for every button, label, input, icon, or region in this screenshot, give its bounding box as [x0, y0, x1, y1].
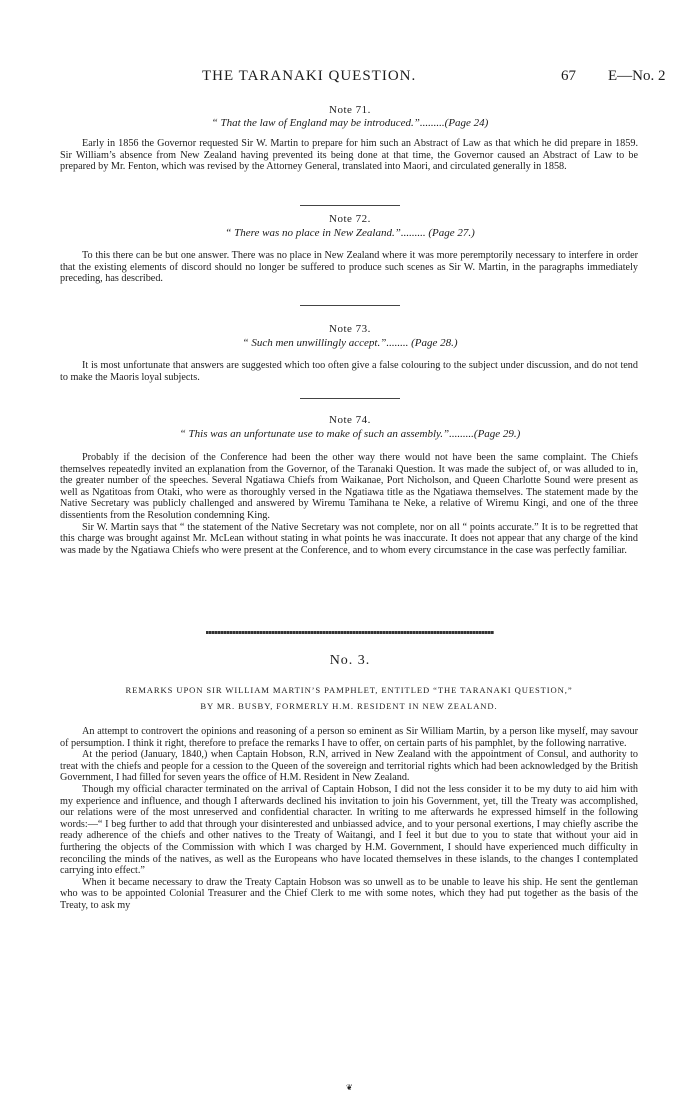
- paragraph: To this there can be but one answer. There was no place in New Zealand where it was more peremptorily necessary to interfere in order that the existing elements of discord should no longer be suffered to produce such scenes as Sir W. Martin, in the paragraphs immediately preceding, has described.: [60, 250, 638, 285]
- note-73-body: [60, 360, 638, 383]
- note-72-heading: Note 72.: [329, 213, 371, 225]
- section-body: [60, 726, 638, 912]
- section-title-line: BY MR. BUSBY, FORMERLY H.M. RESIDENT IN NEW ZEALAND.: [200, 701, 498, 711]
- paragraph: At the period (January, 1840,) when Captain Hobson, R.N, arrived in New Zealand with the appointment of Consul, and authority to treat with the chiefs and people for a cession to the Queen of the sovereign and territorial rights which had been acknowledged by the British Government, I had filled for seven years the office of H.M. Resident in New Zealand.: [60, 749, 638, 784]
- paragraph: Though my official character terminated on the arrival of Captain Hobson, I did not the less consider it to be my duty to aid him with my experience and influence, and though I afterwards declined his invitation to join his Government, yet, till the Treaty was accomplished, our relations were of the most unreserved and confidential character. In writing to me afterwards he expressed himself in the following words:—“ I beg further to add that through your disinterested and unbiassed advice, and to your personal exertions, I may chiefly ascribe the ready adherence of the chiefs and other natives to the Treaty of Waitangi, and I feel it but due to you to state that without your aid in furthering the objects of the Commission with which I was charged by H.M. Government, I should have experienced much difficulty in reconciling the minds of the natives, as well as the Europeans who have located themselves in these islands, to the changes I contemplated carrying into effect.”: [60, 783, 638, 877]
- footer-ornament: ❦: [346, 1083, 353, 1092]
- section-number: No. 3.: [329, 653, 371, 668]
- section-divider: [300, 305, 400, 306]
- note-74-body: [60, 452, 638, 556]
- section-divider: [300, 205, 400, 206]
- section-divider: [300, 398, 400, 399]
- paragraph: Probably if the decision of the Conference had been the other way there would not have been the same complaint. The Chiefs themselves repeatedly invited an explanation from the Governor, of the Taranaki Question. It was made the subject of, or was alluded to in, the greater number of the speeches. Several Ngatiawa Chiefs from Waikanae, Port Nicholson, and Queen Charlotte Sound were present as well as Ngatitoas from Otaki, who were as thoroughly versed in the Ngatiawa title as the Ngatiawa themselves. The statement made by the Native Secretary was publicly challenged and answered by Wiremu Tamihana te Neke, a relative of Wiremu Kingi, and one of the three dissentients from the Resolution condemning King.: [60, 452, 638, 521]
- note-72-quote: “ There was no place in New Zealand.”......... (Page 27.): [225, 227, 475, 239]
- note-71-heading: Note 71.: [329, 104, 371, 116]
- paragraph: When it became necessary to draw the Treaty Captain Hobson was so unwell as to be unable to leave his ship. He sent the gentleman who was to be appointed Colonial Treasurer and the Chief Clerk to me with some notes, which they had put together as the basis of the Treaty, to ask my: [60, 876, 638, 911]
- note-71-body: [60, 138, 638, 173]
- paragraph: Early in 1856 the Governor requested Sir W. Martin to prepare for him such an Abstract of Law as that which he did prepare in 1859. Sir William’s absence from New Zealand having prevented its being done at that time, the Governor caused an Abstract of Law to be prepared by Mr. Fenton, which was revised by the Attorney General, translated into Maori, and circulated generally in 1858.: [60, 138, 638, 173]
- note-73-quote: “ Such men unwillingly accept.”........ (Page 28.): [242, 337, 458, 349]
- paragraph: Sir W. Martin says that “ the statement of the Native Secretary was not complete, nor on all “ points accurate.” It is to be regretted that this charge was brought against Mr. McLean without stating in what points he was inaccurate. It does not appear that any charge of the kind was made by the Ngatiawa Chiefs who were present at the Conference, and to whom every circumstance in the case was perfectly familiar.: [60, 521, 638, 556]
- note-74-quote: “ This was an unfortunate use to make of such an assembly.”.........(Page 29.): [179, 428, 521, 440]
- note-71-quote: “ That the law of England may be introduced.”.........(Page 24): [211, 117, 489, 129]
- paragraph: An attempt to controvert the opinions and reasoning of a person so eminent as Sir William Martin, by a person like myself, may savour of persumption. I think it right, therefore to preface the remarks I have to offer, on certain parts of his pamphlet, by the following narrative.: [60, 726, 638, 749]
- paragraph: It is most unfortunate that answers are suggested which too often give a false colouring to the subject under discussion, and do not tend to make the Maoris loyal subjects.: [60, 360, 638, 383]
- section-title: [60, 682, 638, 714]
- section-title-line: REMARKS UPON SIR WILLIAM MARTIN’S PAMPHLET, ENTITLED “THE TARANAKI QUESTION,”: [125, 685, 573, 695]
- document-code: E—No. 2: [608, 68, 666, 84]
- heavy-divider: [206, 631, 494, 634]
- running-header: [0, 68, 700, 88]
- note-74-heading: Note 74.: [329, 414, 371, 426]
- note-73-heading: Note 73.: [329, 323, 371, 335]
- page-number: 67: [561, 68, 576, 84]
- note-72-body: [60, 250, 638, 285]
- header-title: THE TARANAKI QUESTION.: [202, 68, 417, 84]
